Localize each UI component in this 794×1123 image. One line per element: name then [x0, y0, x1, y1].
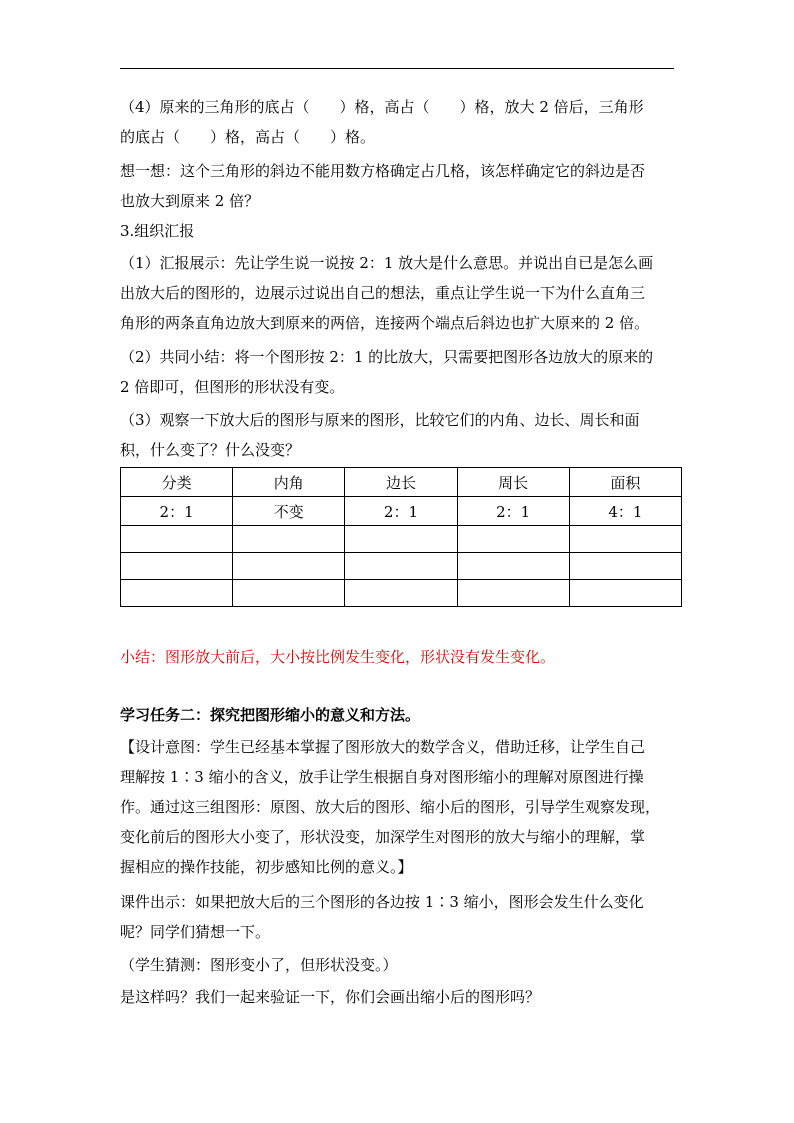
table-cell: [457, 526, 569, 553]
text-line: 作。通过这三组图形：原图、放大后的图形、缩小后的图形，引导学生观察发现，: [120, 798, 661, 816]
table-cell: [569, 580, 681, 607]
table-cell: 2：1: [457, 497, 569, 526]
table-cell: [233, 580, 345, 607]
table-cell: [345, 553, 457, 580]
text-line: 呢？同学们猜想一下。: [120, 923, 271, 941]
table-row: [121, 526, 682, 553]
table-cell: [121, 526, 233, 553]
table-header-cell: 面积: [569, 468, 681, 497]
table-header-cell: 周长: [457, 468, 569, 497]
task-heading: 学习任务二：探究把图形缩小的意义和方法。: [120, 706, 421, 724]
table-cell: [121, 553, 233, 580]
table-cell: [345, 526, 457, 553]
table-cell: 2：1: [345, 497, 457, 526]
table-cell: [345, 580, 457, 607]
table-row: [121, 497, 682, 526]
table-cell: [457, 580, 569, 607]
table-cell: 2：1: [121, 497, 233, 526]
table-row: [121, 553, 682, 580]
text-line: 变化前后的图形大小变了，形状没变，加深学生对图形的放大与缩小的理解，掌: [120, 828, 646, 846]
text-line: 的底占（ ）格，高占（ ）格。: [120, 128, 376, 146]
table-cell: [121, 580, 233, 607]
text-line: 握相应的操作技能，初步感知比例的意义。】: [120, 858, 413, 876]
text-line: 积，什么变了？什么没变？: [120, 441, 301, 459]
table-cell: [457, 553, 569, 580]
table-header-cell: 边长: [345, 468, 457, 497]
text-line: 角形的两条直角边放大到原来的两倍，连接两个端点后斜边也扩大原来的 2 倍。: [120, 314, 650, 332]
table-cell: [569, 553, 681, 580]
text-line: 理解按 1∶3 缩小的含义，放手让学生根据自身对图形缩小的理解对原图进行操: [120, 768, 644, 786]
text-line: （4）原来的三角形的底占（ ）格，高占（ ）格，放大 2 倍后，三角形: [120, 98, 644, 116]
text-line: 是这样吗？我们一起来验证一下，你们会画出缩小后的图形吗？: [120, 988, 541, 1006]
comparison-table: [120, 467, 682, 607]
text-line: （2）共同小结：将一个图形按 2：1 的比放大，只需要把图形各边放大的原来的: [120, 348, 654, 366]
text-line: 出放大后的图形的，边展示过说出自己的想法，重点让学生说一下为什么直角三: [120, 284, 646, 302]
table-cell: 4：1: [569, 497, 681, 526]
table-header-row: [121, 468, 682, 497]
text-line: （学生猜测：图形变小了，但形状没变。）: [120, 956, 398, 974]
table-cell: [233, 553, 345, 580]
text-line: 课件出示：如果把放大后的三个图形的各边按 1∶3 缩小，图形会发生什么变化: [120, 893, 644, 911]
table-cell: [569, 526, 681, 553]
header-rule: [120, 68, 674, 69]
text-line: 也放大到原来 2 倍？: [120, 192, 260, 210]
text-line: （1）汇报展示：先让学生说一说按 2：1 放大是什么意思。并说出自已是怎么画: [120, 254, 654, 272]
text-line: 想一想：这个三角形的斜边不能用数方格确定占几格，该怎样确定它的斜边是否: [120, 162, 646, 180]
text-line: 2 倍即可，但图形的形状没有变。: [120, 378, 345, 396]
section-heading: 3.组织汇报: [120, 222, 195, 240]
table-row: [121, 580, 682, 607]
text-line: （3）观察一下放大后的图形与原来的图形，比较它们的内角、边长、周长和面: [120, 411, 640, 429]
table-cell: 不变: [233, 497, 345, 526]
table-cell: [233, 526, 345, 553]
text-line: 【设计意图：学生已经基本掌握了图形放大的数学含义，借助迁移，让学生自己: [120, 738, 646, 756]
summary-text: 小结：图形放大前后，大小按比例发生变化，形状没有发生变化。: [120, 648, 556, 666]
table-header-cell: 分类: [121, 468, 233, 497]
table-header-cell: 内角: [233, 468, 345, 497]
